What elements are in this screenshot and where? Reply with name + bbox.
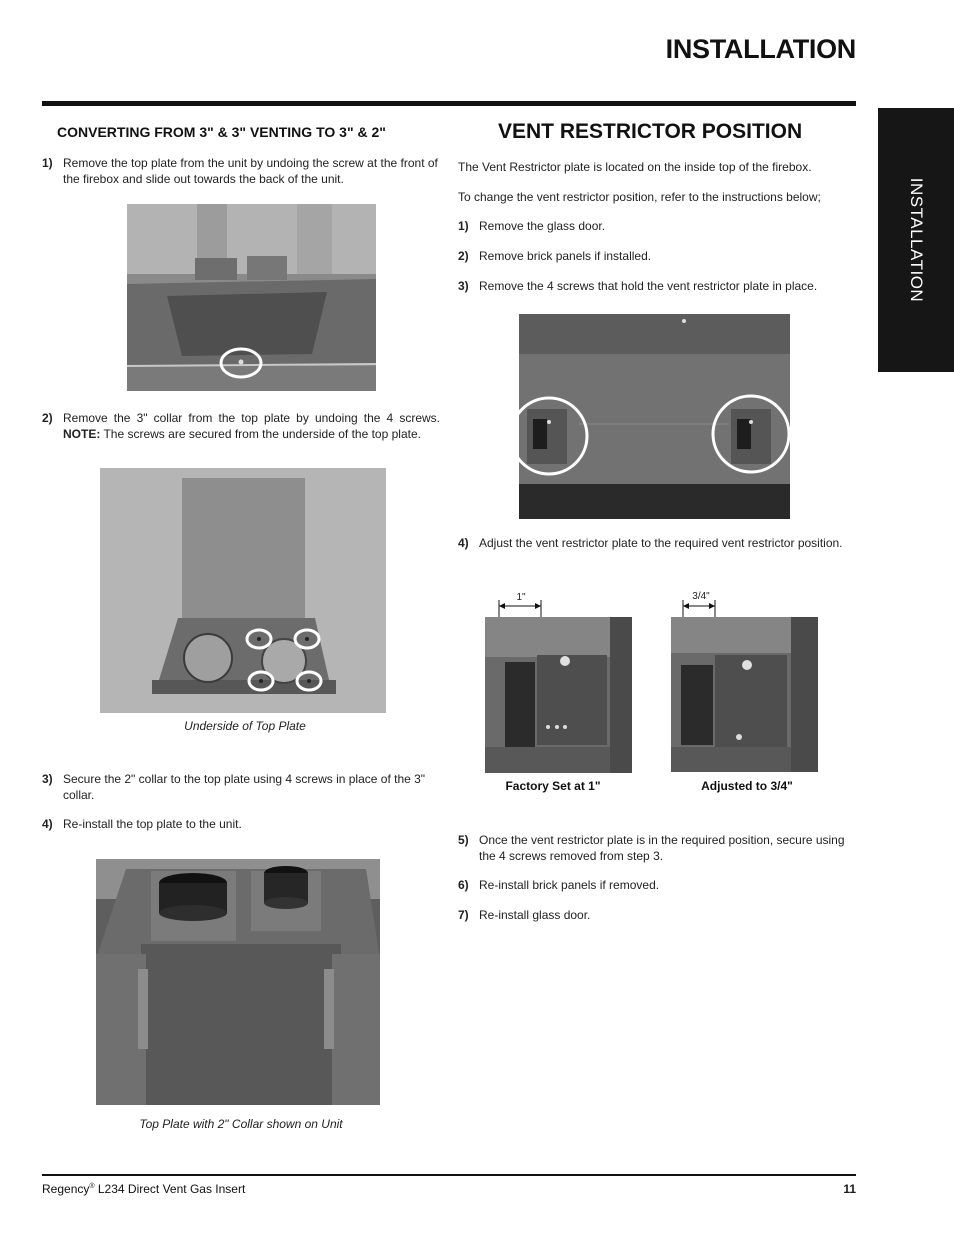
photo-top-plate-on-unit	[96, 859, 380, 1105]
step-text: Remove brick panels if installed.	[479, 249, 652, 263]
step-number: 3)	[42, 772, 53, 786]
registered-mark: ®	[89, 1183, 95, 1190]
step-text: Remove the glass door.	[479, 219, 606, 233]
caption-adjusted: Adjusted to 3/4"	[701, 779, 793, 793]
right-step-7	[458, 908, 856, 924]
right-step-2	[458, 249, 856, 265]
footer-brand: Regency	[42, 1182, 90, 1196]
photo-vent-restrictor-plate	[519, 314, 790, 519]
section-side-tab	[878, 108, 954, 372]
photo-underside-top-plate	[100, 468, 386, 713]
intro-paragraph-2: To change the vent restrictor position, refer to the instructions below;	[458, 190, 821, 204]
caption-on-unit: Top Plate with 2" Collar shown on Unit	[139, 1117, 343, 1131]
right-step-3	[458, 279, 856, 295]
section-heading-vent-restrictor: VENT RESTRICTOR POSITION	[498, 120, 803, 143]
step-text: Re-install the top plate to the unit.	[63, 817, 242, 831]
right-step-4	[458, 536, 856, 568]
step-text-main: Remove the 3" collar from the top plate by undoing the 4 screws.	[63, 411, 440, 425]
right-step-6	[458, 878, 856, 894]
footer-divider	[42, 1174, 856, 1176]
step-number: 4)	[458, 536, 469, 550]
note-label: NOTE:	[63, 426, 101, 441]
step-text: Once the vent restrictor plate is in the required position, secure using the 4 screws removed from step 3.	[479, 833, 845, 863]
step-text: Remove the top plate from the unit by undoing the screw at the front of the firebox and slide out towards the back of the unit.	[63, 156, 438, 186]
step-number: 6)	[458, 878, 469, 892]
step-number: 1)	[42, 156, 53, 170]
photo-factory-set	[485, 617, 632, 773]
left-step-2	[42, 411, 440, 443]
step-text: Secure the 2" collar to the top plate using 4 screws in place of the 3" collar.	[63, 772, 426, 802]
step-text: Remove the 4 screws that hold the vent restrictor plate in place.	[479, 279, 818, 293]
step-number: 2)	[458, 249, 469, 263]
photo-top-plate-screw	[127, 204, 376, 391]
step-number: 7)	[458, 908, 469, 922]
caption-underside: Underside of Top Plate	[184, 719, 306, 733]
step-number: 5)	[458, 833, 469, 847]
right-step-1	[458, 219, 856, 235]
caption-factory-set: Factory Set at 1"	[505, 779, 601, 793]
photo-adjusted	[671, 617, 818, 772]
page-title: INSTALLATION	[665, 34, 856, 64]
step-number: 2)	[42, 411, 53, 425]
step-number: 1)	[458, 219, 469, 233]
step-text: Re-install glass door.	[479, 908, 591, 922]
step-text	[63, 411, 440, 442]
right-step-5	[458, 833, 856, 865]
step-number: 4)	[42, 817, 53, 831]
left-step-4	[42, 817, 440, 833]
top-divider	[42, 101, 856, 106]
note-text: The screws are secured from the underside of the top plate.	[100, 426, 421, 441]
dimension-label-adjusted: 3/4"	[692, 591, 710, 602]
left-step-1	[42, 156, 440, 188]
footer-product-name: L234 Direct Vent Gas Insert	[94, 1182, 246, 1196]
dimension-label-factory: 1"	[516, 592, 526, 603]
step-text: Adjust the vent restrictor plate to the required vent restrictor position.	[479, 536, 843, 550]
intro-paragraph-1: The Vent Restrictor plate is located on the inside top of the firebox.	[458, 160, 812, 174]
footer-product	[42, 1182, 245, 1196]
section-heading-converting: CONVERTING FROM 3" & 3" VENTING TO 3" & 2"	[57, 124, 386, 140]
left-step-3	[42, 772, 440, 804]
page-number: 11	[843, 1182, 856, 1196]
step-number: 3)	[458, 279, 469, 293]
step-text: Re-install brick panels if removed.	[479, 878, 660, 892]
side-tab-label: INSTALLATION	[907, 177, 926, 303]
